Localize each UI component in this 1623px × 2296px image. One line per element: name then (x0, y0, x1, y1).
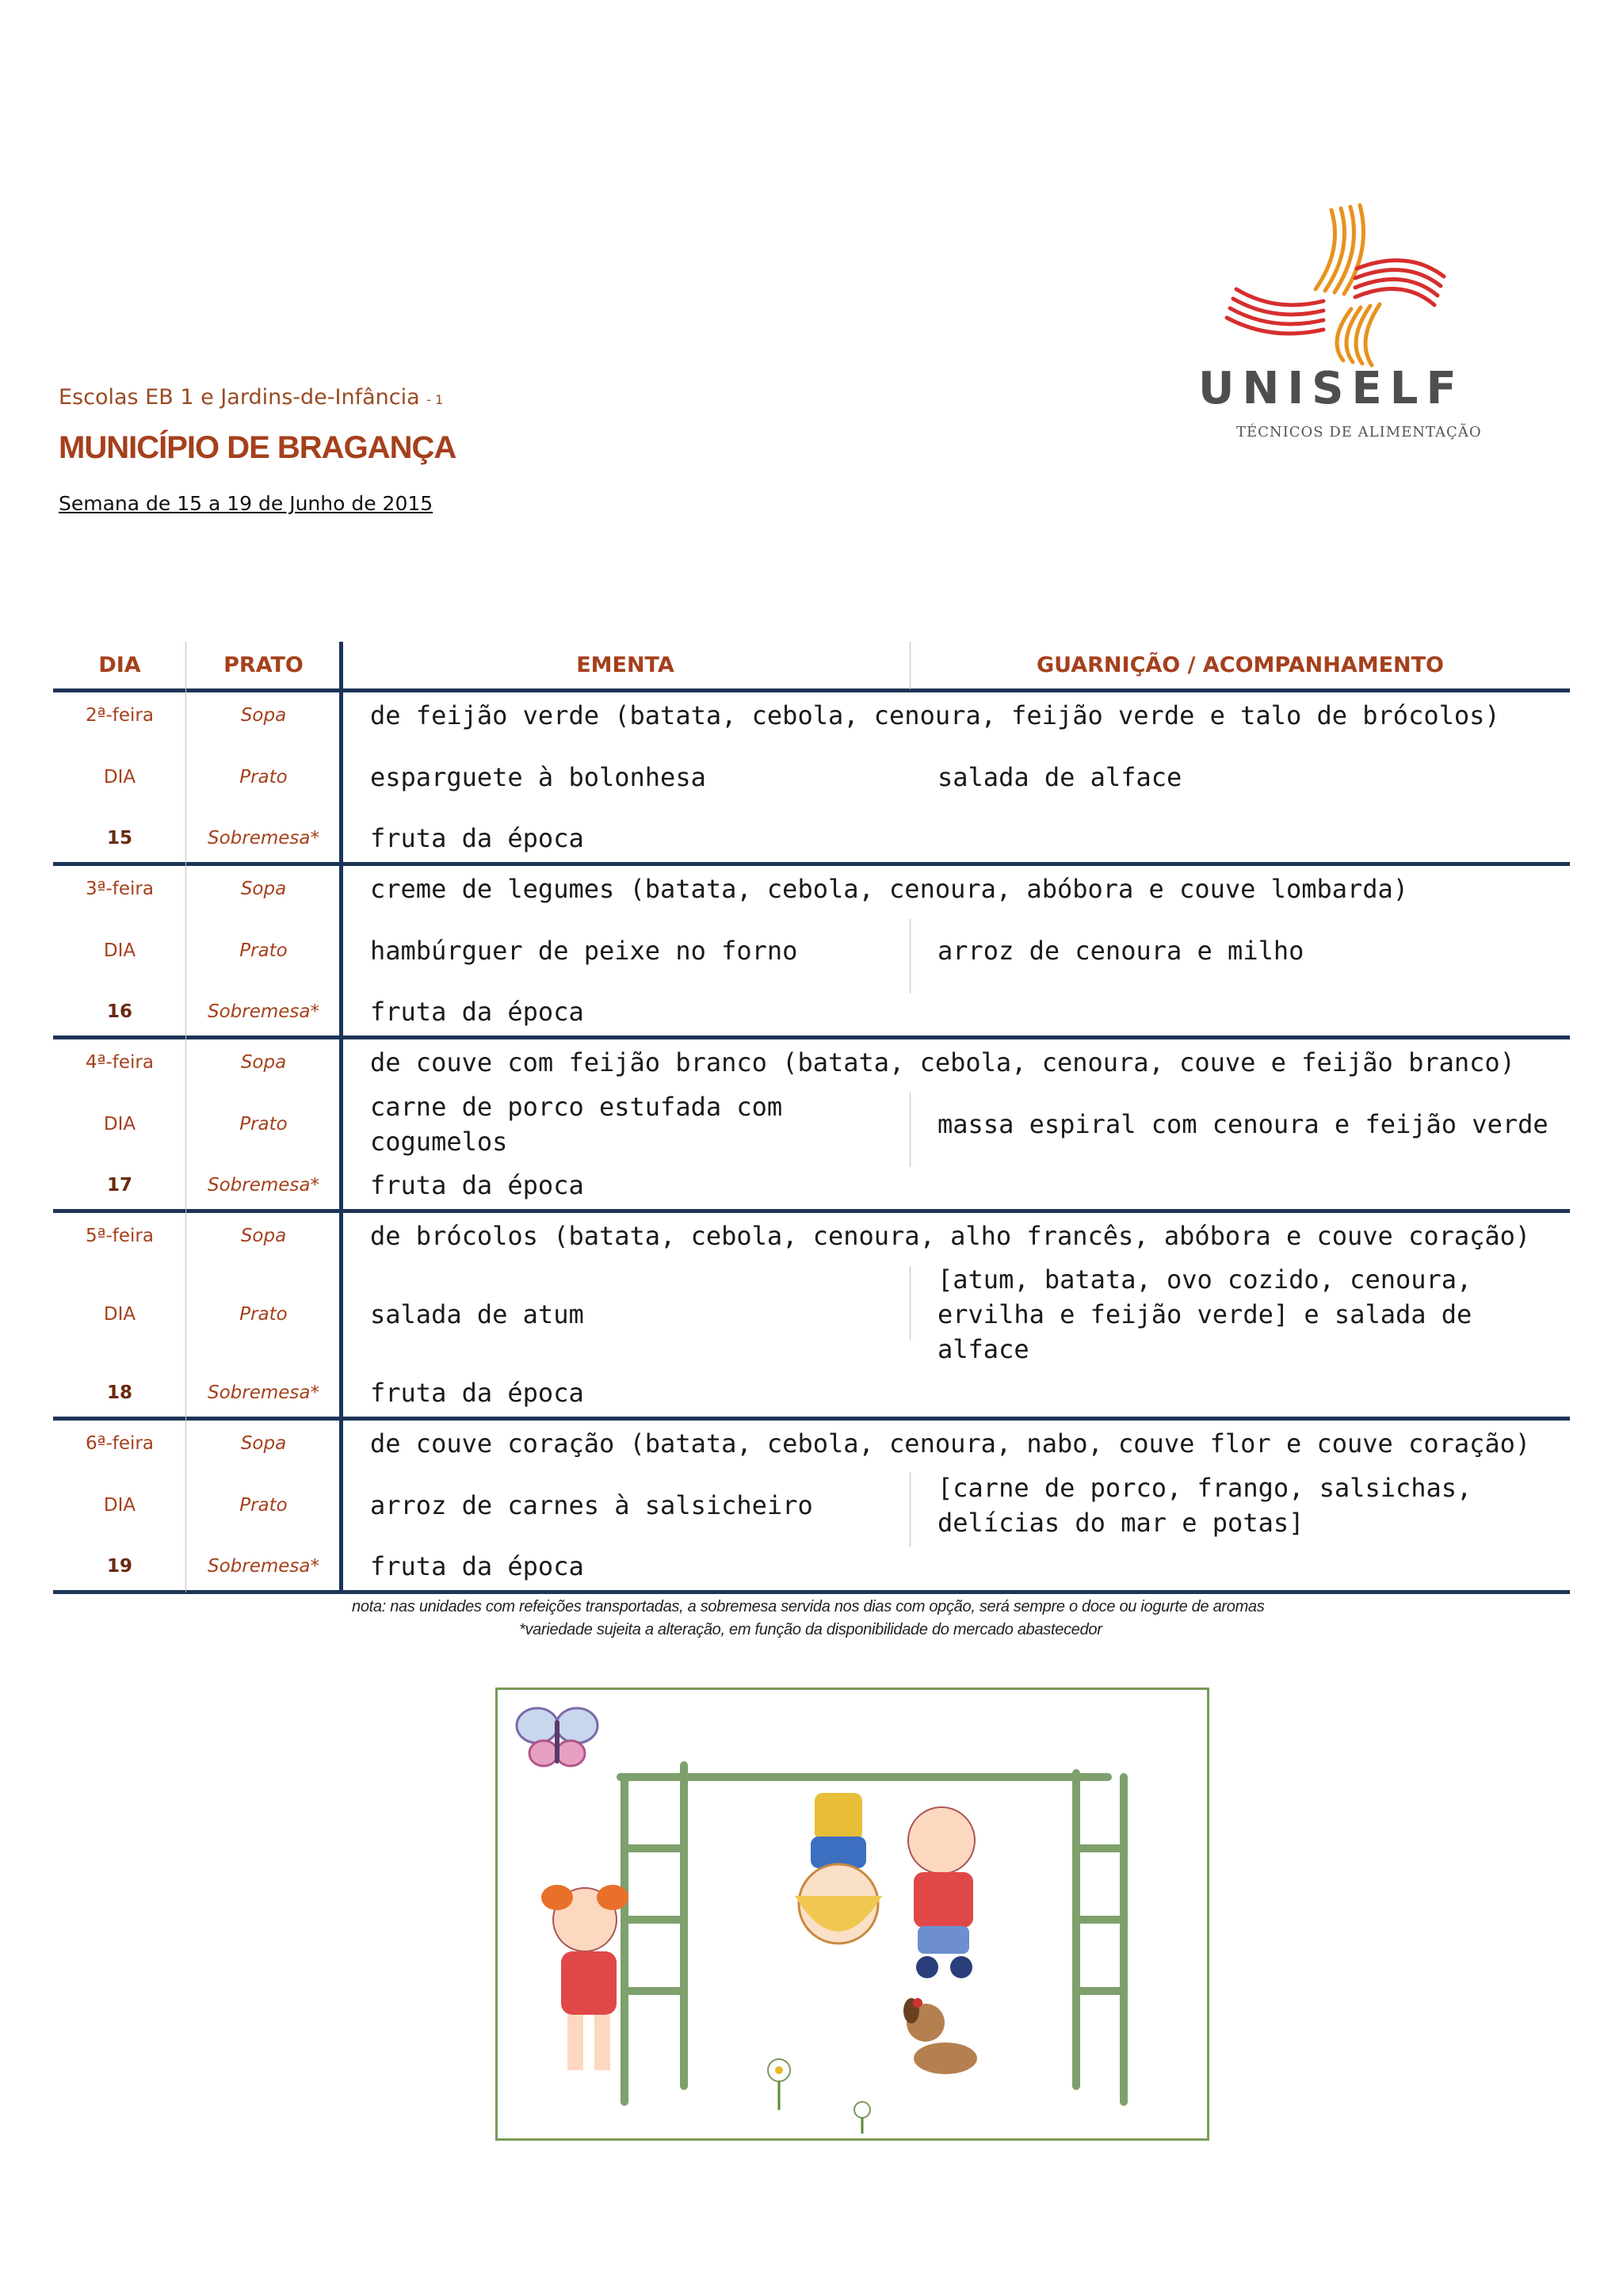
sobremesa-label: Sobremesa* (207, 1383, 319, 1403)
uniself-logo-mark (1189, 202, 1506, 456)
rule-day-5 (53, 1590, 1570, 1594)
sobremesa-text: fruta da época (370, 997, 584, 1027)
rule-day-1 (53, 862, 1570, 866)
divider-guarnicao-4 (910, 1472, 911, 1547)
sopa-text: creme de legumes (batata, cebola, cenoura, abóbora e couve lombarda) (370, 874, 1409, 904)
prato-label: Prato (239, 1114, 288, 1135)
weekday: 5ª-feira (86, 1226, 154, 1246)
day-number: 16 (106, 1001, 132, 1022)
rule-day-4 (53, 1417, 1570, 1421)
rule-header (53, 688, 1570, 692)
header-guarnicao: GUARNIÇÃO / ACOMPANHAMENTO (1036, 653, 1444, 677)
weekday: 2ª-feira (86, 705, 154, 726)
prato-label: Prato (239, 767, 288, 788)
sopa-text: de brócolos (batata, cebola, cenoura, alho francês, abóbora e couve coração) (370, 1221, 1531, 1251)
dia-label: DIA (103, 1304, 136, 1325)
guarnicao-text: salada de alface (938, 762, 1182, 792)
weekday: 6ª-feira (86, 1433, 154, 1454)
sobremesa-text: fruta da época (370, 1170, 584, 1200)
girl-hanging-icon (795, 1793, 882, 1943)
header-ementa: EMENTA (576, 653, 674, 677)
note-variety: *variedade sujeita a alteração, em função da disponibilidade do mercado abastecedor (519, 1621, 1102, 1638)
girl-icon (541, 1885, 628, 2070)
prato-label: Prato (239, 940, 288, 961)
prato-text: esparguete à bolonhesa (370, 762, 706, 792)
note-transport: nota: nas unidades com refeições transportadas, a sobremesa servida nos dias com opção, será sempre o doce ou iogurte de aromas (352, 1598, 1265, 1615)
rule-day-3 (53, 1209, 1570, 1213)
logo-name: UNISELF (1198, 363, 1465, 414)
prato-text: arroz de carnes à salsicheiro (370, 1490, 813, 1520)
sobremesa-label: Sobremesa* (207, 828, 319, 849)
header-prato: PRATO (223, 653, 304, 677)
dog-icon (903, 1998, 977, 2074)
prato-label: Prato (239, 1495, 288, 1516)
week-range: Semana de 15 a 19 de Junho de 2015 (59, 492, 433, 515)
sopa-text: de couve com feijão branco (batata, cebola, cenoura, couve e feijão branco) (370, 1047, 1515, 1077)
sobremesa-label: Sobremesa* (207, 1175, 319, 1196)
municipality-title: MUNICÍPIO DE BRAGANÇA (59, 430, 456, 465)
sobremesa-label: Sobremesa* (207, 1001, 319, 1022)
divider-guarnicao-1 (910, 919, 911, 994)
sopa-label: Sopa (240, 879, 287, 899)
sopa-label: Sopa (240, 705, 287, 726)
sobremesa-text: fruta da época (370, 1551, 584, 1581)
monkey-bars-icon (621, 1765, 1124, 2102)
prato-label: Prato (239, 1304, 288, 1325)
sobremesa-label: Sobremesa* (207, 1556, 319, 1577)
weekday: 3ª-feira (86, 879, 154, 899)
sobremesa-text: fruta da época (370, 823, 584, 853)
day-number: 18 (106, 1383, 132, 1403)
day-number: 19 (106, 1556, 132, 1577)
divider-guarnicao-2 (910, 1093, 911, 1167)
rule-day-2 (53, 1035, 1570, 1039)
day-number: 15 (106, 828, 132, 849)
flower-icon (768, 2059, 870, 2134)
divider-header-guarnicao (910, 642, 911, 689)
school-title: Escolas EB 1 e Jardins-de-Infância - 1 (59, 385, 444, 410)
dia-label: DIA (103, 1114, 136, 1135)
dia-label: DIA (103, 940, 136, 961)
guarnicao-text: [carne de porco, frango, salsichas, delícias do mar e potas] (938, 1473, 1472, 1538)
guarnicao-text: massa espiral com cenoura e feijão verde (938, 1109, 1549, 1139)
weekday: 4ª-feira (86, 1052, 154, 1073)
day-number: 17 (106, 1175, 132, 1196)
prato-text: hambúrguer de peixe no forno (370, 936, 798, 966)
divider-guarnicao-3 (910, 1266, 911, 1341)
dia-label: DIA (103, 767, 136, 788)
sobremesa-text: fruta da época (370, 1378, 584, 1408)
boy-icon (908, 1807, 975, 1978)
logo-subtitle: TÉCNICOS DE ALIMENTAÇÃO (1236, 424, 1482, 441)
dia-label: DIA (103, 1495, 136, 1516)
prato-text: carne de porco estufada com cogumelos (370, 1092, 783, 1157)
prato-text: salada de atum (370, 1299, 584, 1329)
sopa-label: Sopa (240, 1433, 287, 1454)
butterfly-icon (517, 1708, 598, 1766)
sopa-text: de couve coração (batata, cebola, cenoura, nabo, couve flor e couve coração) (370, 1428, 1531, 1459)
sopa-text: de feijão verde (batata, cebola, cenoura, feijão verde e talo de brócolos) (370, 700, 1500, 730)
playground-illustration (495, 1688, 1209, 2141)
guarnicao-text: arroz de cenoura e milho (938, 936, 1304, 966)
sopa-label: Sopa (240, 1226, 287, 1246)
guarnicao-text: [atum, batata, ovo cozido, cenoura, ervilha e feijão verde] e salada de alface (938, 1264, 1472, 1364)
sopa-label: Sopa (240, 1052, 287, 1073)
header-dia: DIA (98, 653, 141, 677)
